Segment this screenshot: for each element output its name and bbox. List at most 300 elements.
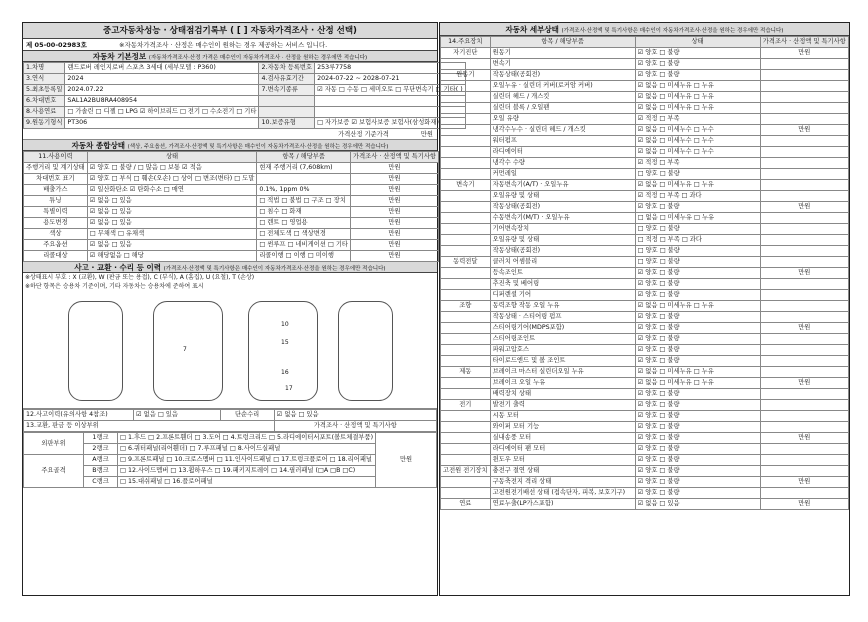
detail-cell: 오일 유량 [490,114,635,125]
summary-cell [257,174,351,185]
detail-cell [441,455,491,466]
detail-cell: 만원 [760,125,848,136]
price-unit: 만원 [420,131,433,138]
q12-value2: ☑ 없음 □ 있음 [274,410,436,421]
detail-cell: □ 양호 □ 불량 [635,257,760,268]
detail-cell [760,147,848,158]
part-number: 7 [183,346,187,353]
detail-cell: 수동변속기(M/T) · 오일누유 [490,213,635,224]
basic-cell: 랜드로버 레인지로버 스포츠 3세대 (세부모델 : P360) [65,63,259,74]
detail-cell [441,422,491,433]
detail-cell: 작동상태(공회전) [490,202,635,213]
q13-price: 가격조사 · 산정액 및 특기사항 [274,421,436,432]
detail-row [441,81,849,92]
detail-cell: 실린더 헤드 / 개스킷 [490,92,635,103]
detail-cell [441,356,491,367]
basic-cell: 1.차명 [24,63,65,74]
detail-cell [760,70,848,81]
basic-cell [259,96,315,107]
detail-cell [441,59,491,70]
detail-row [441,477,849,488]
detail-cell: ☑ 적정 □ 부족 □ 과다 [635,191,760,202]
detail-cell: 커먼레일 [490,169,635,180]
detail-row [441,356,849,367]
detail-cell: ☑ 양호 □ 불량 [635,433,760,444]
detail-cell [441,290,491,301]
summary-col-header: 항목 / 해당부품 [257,152,351,163]
summary-cell: 만원 [351,207,439,218]
detail-cell: ☑ 없음 □ 미세누유 □ 누유 [635,103,760,114]
detail-cell: 자기진단 [441,48,491,59]
detail-cell [760,92,848,103]
detail-cell: 라디에이터 [490,147,635,158]
basic-cell: 9.원동기형식 [24,118,65,129]
detail-cell [441,433,491,444]
detail-cell: 추진축 및 베어링 [490,279,635,290]
summary-col-header: 상태 [87,152,257,163]
detail-row [441,455,849,466]
detail-cell: 제동 [441,367,491,378]
detail-row [441,103,849,114]
detail-row [441,301,849,312]
detail-cell: ☑ 없음 □ 미세누유 □ 누유 [635,180,760,191]
basic-cell: 2.자동차 등록번호 [259,63,315,74]
q13-label: 13.교환, 판금 등 이상부위 [24,421,275,432]
detail-cell: 만원 [760,499,848,510]
detail-row [441,334,849,345]
detail-row [441,202,849,213]
part-number: 17 [285,385,293,392]
detail-cell [760,180,848,191]
legend-2: ※하단 항목은 승용차 기준이며, 기타 자동차는 승용차에 준하여 표시 [25,283,204,290]
summary-cell: 리콜이행 □ 이행 □ 미이행 [257,251,351,262]
summary-cell: 만원 [351,174,439,185]
detail-cell [760,103,848,114]
summary-cell: 0.1%, 1ppm 0% [257,185,351,196]
basic-cell: 2024-07-22 ~ 2028-07-21 [315,74,466,85]
summary-cell: □ 전체도색 □ 색상변경 [257,229,351,240]
detail-cell: □ 양호 □ 불량 [635,224,760,235]
summary-cell: 만원 [351,163,439,174]
summary-row [24,218,439,229]
rank-price: 만원 [376,433,437,488]
detail-cell [760,246,848,257]
detail-header-note: (가격조사·산정액 및 특기사항은 매수인이 자동차가격조사·산정을 원하는 경우에만 적습니다) [561,28,784,34]
detail-cell [441,202,491,213]
detail-row [441,378,849,389]
detail-row [441,147,849,158]
detail-cell: 구동축전지 격리 상태 [490,477,635,488]
detail-cell [441,268,491,279]
detail-cell: ☑ 양호 □ 불량 [635,70,760,81]
basic-cell: 4.검사유효기간 [259,74,315,85]
accident-table [23,409,437,432]
detail-cell: 만원 [760,378,848,389]
detail-row [441,48,849,59]
rank-label: 1랭크 [84,433,118,444]
detail-cell: 타이로드엔드 및 볼 조인트 [490,356,635,367]
summary-cell: 주행거리 및 계기상태 [24,163,88,174]
basic-cell: ☑ 자동 □ 수동 □ 세미오토 □ 무단변속기 □ 기타( ) [315,85,466,96]
detail-cell: □ 적정 □ 부족 □ 과다 [635,235,760,246]
summary-cell: 만원 [351,229,439,240]
detail-cell: 윈도우 모터 [490,455,635,466]
detail-cell: 충전구 절연 상태 [490,466,635,477]
summary-cell: ☑ 없음 □ 있음 [87,218,257,229]
car-left-view [68,301,123,401]
summary-cell: ☑ 없음 □ 있음 [87,196,257,207]
summary-header: 자동차 종합상태 [71,141,125,150]
detail-cell: 만원 [760,268,848,279]
basic-row [24,63,466,74]
detail-cell: ☑ 없음 □ 미세누유 □ 누유 [635,378,760,389]
detail-cell: 등속조인트 [490,268,635,279]
detail-row [441,257,849,268]
detail-cell: ☑ 없음 □ 미세누수 □ 누수 [635,136,760,147]
detail-cell [441,345,491,356]
detail-col-header: 상태 [635,37,760,48]
q12-label: 12.사고이력(유의사항 4참조) [24,410,134,421]
rank-label: 2랭크 [84,444,118,455]
detail-cell: 배력장치 상태 [490,389,635,400]
price-label: 가격산정 기준가격 [338,131,389,138]
detail-cell: 동력조향 작동 오일 누유 [490,301,635,312]
detail-row [441,444,849,455]
basic-cell: 253루7758 [315,63,466,74]
summary-cell: □ 침수 □ 화재 [257,207,351,218]
doc-number: 제 05-00-02983호 [26,41,87,49]
legend-1: ※상태표시 부호 : X (교환), W (판금 또는 용접), C (부식), A (흠집), U (요철), T (손상) [25,274,255,281]
detail-cell: □ 없음 □ 미세누유 □ 누유 [635,213,760,224]
summary-cell: 만원 [351,251,439,262]
detail-cell [441,224,491,235]
part-number: 16 [281,369,289,376]
detail-cell: 동력전달 [441,257,491,268]
detail-header: 자동차 세부상태 [505,25,559,34]
detail-cell: 워터펌프 [490,136,635,147]
detail-cell: 전기 [441,400,491,411]
summary-cell: 만원 [351,218,439,229]
detail-cell: 만원 [760,48,848,59]
detail-cell: 시동 모터 [490,411,635,422]
basic-cell: □ 자가보증 ☑ 보험사보증 보험사(삼성화재) [315,118,466,129]
rank-parts: □ 12.사이드멤버 □ 13.휠하우스 □ 19.패키지트레이 □ 14.필러패널 (□A □B □C) [118,466,376,477]
detail-row [441,411,849,422]
detail-cell: □ 양호 □ 불량 [635,246,760,257]
summary-table [23,151,439,262]
summary-cell: ☑ 해당없음 □ 해당 [87,251,257,262]
detail-cell [441,323,491,334]
detail-cell [760,290,848,301]
detail-cell [760,389,848,400]
part-number: 15 [281,339,289,346]
right-panel [439,22,850,596]
summary-cell: 만원 [351,240,439,251]
detail-cell: 작동상태 · 스티어링 펌프 [490,312,635,323]
summary-cell: 주요옵션 [24,240,88,251]
detail-row [441,389,849,400]
car-diagrams [23,291,437,409]
detail-row [441,59,849,70]
detail-cell [441,213,491,224]
detail-cell: 클러치 어셈블리 [490,257,635,268]
detail-cell [760,224,848,235]
summary-row [24,251,439,262]
summary-header-note: (색상, 주요옵션, 가격조사·산정액 및 특기사항은 매수인이 자동차가격조사·산정을 원하는 경우에만 적습니다) [127,144,389,150]
detail-cell [441,191,491,202]
detail-cell: 브레이크 오일 누유 [490,378,635,389]
basic-header: 자동차 기본정보 [92,52,147,61]
detail-cell [760,257,848,268]
detail-row [441,70,849,81]
detail-row [441,224,849,235]
detail-row [441,279,849,290]
detail-cell: 만원 [760,202,848,213]
summary-cell: □ 적법 □ 불법 □ 구조 □ 장치 [257,196,351,207]
basic-cell: 2024 [65,74,259,85]
summary-cell: 용도변경 [24,218,88,229]
basic-row [24,96,466,107]
detail-cell: 냉각수누수 · 실린더 헤드 / 개스킷 [490,125,635,136]
detail-row [441,114,849,125]
detail-cell [441,136,491,147]
outer-panel-label: 외판부위 [24,433,84,455]
detail-cell: ☑ 양호 □ 불량 [635,59,760,70]
summary-cell: 현재 주행거리 (7,608km) [257,163,351,174]
car-right-view [338,301,393,401]
detail-cell: 원동기 [441,70,491,81]
basic-table [23,62,466,129]
detail-row [441,323,849,334]
detail-row [441,367,849,378]
summary-cell: ☑ 양호 □ 부식 □ 훼손(오손) □ 상이 □ 변조(변타) □ 도말 [87,174,257,185]
rank-parts: □ 1.후드 □ 2.프론트휀더 □ 3.도어 □ 4.트렁크리드 □ 5.라디에이터서포트(볼트체결부품) [118,433,376,444]
detail-cell: 작동상태(공회전) [490,70,635,81]
q12-mid: 단순수리 [220,410,274,421]
detail-cell [760,81,848,92]
detail-cell: ☑ 없음 □ 미세누수 □ 누수 [635,147,760,158]
detail-cell [441,378,491,389]
detail-row [441,246,849,257]
detail-cell [760,169,848,180]
summary-row [24,174,439,185]
detail-row [441,400,849,411]
summary-cell: 만원 [351,196,439,207]
detail-row [441,169,849,180]
car-top-view [153,301,223,401]
detail-cell [760,334,848,345]
detail-cell [441,158,491,169]
basic-cell: 3.연식 [24,74,65,85]
detail-cell: 만원 [760,433,848,444]
detail-cell [760,488,848,499]
detail-row [441,499,849,510]
summary-cell: 만원 [351,185,439,196]
summary-cell: 리콜대상 [24,251,88,262]
detail-cell [441,169,491,180]
detail-cell [441,334,491,345]
rank-parts: □ 6.쿼터패널(리어휀더) □ 7.루프패널 □ 8.사이드실패널 [118,444,376,455]
rank-parts: □ 15.대쉬패널 □ 16.플로어패널 [118,477,376,488]
detail-cell [760,59,848,70]
detail-cell [441,279,491,290]
accident-header-note: (가격조사·산정액 및 특기사항은 매수인이 자동차가격조사·산정을 원하는 경우에만 적습니다) [163,266,386,272]
detail-row [441,235,849,246]
detail-cell [441,444,491,455]
detail-cell: 기어변속장치 [490,224,635,235]
detail-cell [760,114,848,125]
detail-cell: ☑ 양호 □ 불량 [635,356,760,367]
detail-table [440,36,849,510]
detail-row [441,158,849,169]
detail-cell [441,488,491,499]
detail-cell: ☑ 없음 □ 미세누수 □ 누수 [635,125,760,136]
detail-cell: ☑ 없음 □ 미세누유 □ 누유 [635,92,760,103]
summary-cell: □ 썬루프 □ 네비게이션 □ 기타 [257,240,351,251]
detail-row [441,213,849,224]
detail-cell [441,477,491,488]
detail-cell [760,466,848,477]
detail-cell: ☑ 양호 □ 불량 [635,466,760,477]
detail-cell [441,246,491,257]
detail-cell: ☑ 양호 □ 불량 [635,422,760,433]
detail-cell [760,301,848,312]
detail-cell: ☑ 양호 □ 불량 [635,455,760,466]
detail-row [441,466,849,477]
detail-cell [760,455,848,466]
detail-cell [760,136,848,147]
summary-row [24,240,439,251]
detail-cell [760,213,848,224]
summary-cell: ☑ 없음 □ 있음 [87,240,257,251]
detail-row [441,92,849,103]
basic-row [24,107,466,118]
basic-cell: SAL1A2BU8RA408954 [65,96,259,107]
detail-col-header: 항목 / 해당부품 [490,37,635,48]
summary-cell: ☑ 양호 □ 불량 / □ 많음 □ 보통 ☑ 적음 [87,163,257,174]
part-number: 10 [281,321,289,328]
detail-cell: 발전기 출력 [490,400,635,411]
detail-cell [441,125,491,136]
detail-col-header: 가격조사 · 산정액 및 특기사항 [760,37,848,48]
detail-cell [441,92,491,103]
detail-cell [760,356,848,367]
detail-cell: 변속기 [441,180,491,191]
detail-row [441,191,849,202]
detail-cell: 오일유량 및 상태 [490,235,635,246]
main-frame-label: 주요골격 [24,455,84,488]
rank-table [23,432,437,488]
detail-cell: ☑ 양호 □ 불량 [635,279,760,290]
summary-row [24,163,439,174]
detail-cell: 브레이크 마스터 실린더오일 누유 [490,367,635,378]
detail-cell: 만원 [760,323,848,334]
detail-row [441,433,849,444]
detail-cell: 실내송풍 모터 [490,433,635,444]
detail-cell: 변속기 [490,59,635,70]
q12-value: ☑ 없음 □ 있음 [134,410,221,421]
detail-row [441,345,849,356]
detail-cell [760,422,848,433]
detail-cell: ☑ 양호 □ 불량 [635,400,760,411]
doc-note: ※자동차가격조사 · 산정은 매수인이 원하는 경우 제공하는 서비스 입니다. [119,41,328,49]
summary-cell: 색상 [24,229,88,240]
detail-cell [760,367,848,378]
detail-cell [760,444,848,455]
basic-row [24,74,466,85]
summary-cell: 배출가스 [24,185,88,196]
detail-cell [441,235,491,246]
detail-cell: 작동상태(공회전) [490,246,635,257]
detail-cell [760,235,848,246]
detail-cell: 원동기 [490,48,635,59]
basic-header-note: (자동차가격조사·산정 가격은 매수인이 자동차가격조사 · 산정을 원하는 경우에만 적습니다) [148,55,368,61]
left-panel [22,22,463,596]
summary-cell: ☑ 일산화탄소 ☑ 탄화수소 □ 매연 [87,185,257,196]
detail-cell: 파워고압호스 [490,345,635,356]
detail-cell: ☑ 양호 □ 불량 [635,389,760,400]
detail-cell: 오일누유 · 실린더 커버(로커암 커버) [490,81,635,92]
detail-row [441,136,849,147]
basic-row [24,118,466,129]
detail-cell: 디퍼렌셜 기어 [490,290,635,301]
summary-cell: □ 렌트 □ 영업용 [257,218,351,229]
detail-row [441,290,849,301]
detail-row [441,312,849,323]
detail-cell [760,158,848,169]
summary-row [24,207,439,218]
basic-cell [259,107,315,118]
detail-cell: ☑ 없음 □ 미세누유 □ 누유 [635,367,760,378]
detail-cell: 고전원 전기장치 [441,466,491,477]
detail-cell: ☑ 양호 □ 불량 [635,477,760,488]
detail-cell: ☑ 양호 □ 불량 [635,411,760,422]
detail-cell: 와이퍼 모터 기능 [490,422,635,433]
detail-row [441,422,849,433]
detail-cell [441,411,491,422]
detail-cell: ☑ 없음 □ 미세누유 □ 누유 [635,81,760,92]
detail-cell [760,345,848,356]
detail-cell: ☑ 적정 □ 부족 [635,114,760,125]
detail-cell [441,103,491,114]
detail-cell: 오일유량 및 상태 [490,191,635,202]
detail-cell: 스티어링조인트 [490,334,635,345]
detail-col-header: 14.주요장치 [441,37,491,48]
summary-row [24,185,439,196]
basic-cell: 7.변속기종류 [259,85,315,96]
detail-cell: 조향 [441,301,491,312]
detail-cell: 라디에이터 팬 모터 [490,444,635,455]
detail-cell: 연료누출(LP가스포함) [490,499,635,510]
detail-row [441,268,849,279]
detail-cell: ☑ 양호 □ 불량 [635,488,760,499]
basic-cell: □ 가솔린 □ 디젤 □ LPG ☑ 하이브리드 □ 전기 □ 수소전기 □ 기타 [65,107,259,118]
detail-cell: ☑ 양호 □ 불량 [635,345,760,356]
detail-cell: ☑ 양호 □ 불량 [635,290,760,301]
basic-cell: 8.사용연료 [24,107,65,118]
detail-row [441,125,849,136]
detail-cell: 연료 [441,499,491,510]
detail-cell: ☑ 양호 □ 불량 [635,268,760,279]
rank-label: B랭크 [84,466,118,477]
basic-cell: 6.차대번호 [24,96,65,107]
detail-cell: ☑ 양호 □ 불량 [635,202,760,213]
detail-cell: 냉각수 수량 [490,158,635,169]
detail-cell: 스티어링기어(MDPS포함) [490,323,635,334]
detail-cell: ☑ 양호 □ 불량 [635,323,760,334]
accident-header: 사고 · 교환 · 수리 등 이력 [74,263,161,272]
basic-cell: 5.최초등록일 [24,85,65,96]
